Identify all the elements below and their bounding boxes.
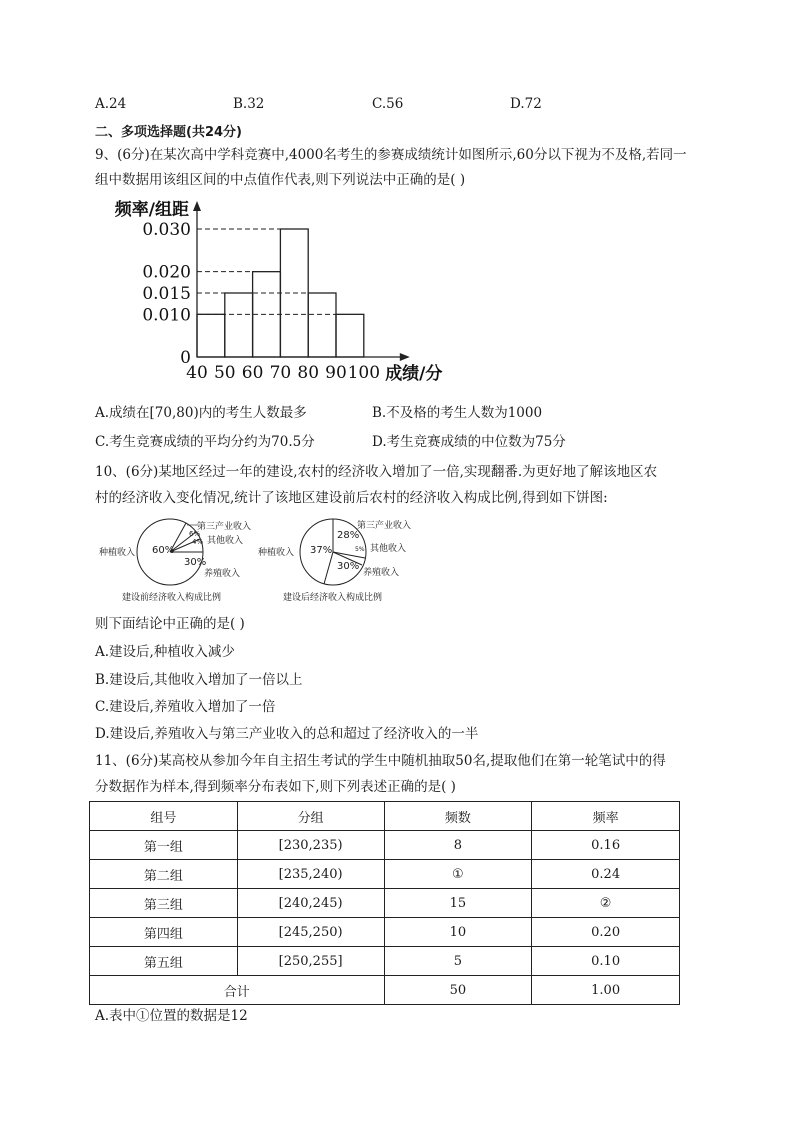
- pie-after-pct-breed: 30%: [337, 561, 360, 572]
- table-cell: 0.20: [532, 918, 680, 947]
- section-title: 二、多项选择题(共24分): [95, 125, 242, 140]
- pie-after-label-breed: 养殖收入: [363, 568, 400, 578]
- histogram-bar: [225, 293, 253, 357]
- table-cell: 第三组: [90, 889, 238, 918]
- table-header-row: [90, 802, 680, 831]
- q10-option-d: D.建设后,养殖收入与第三产业收入的总和超过了经济收入的一半: [95, 726, 479, 742]
- table-cell: 0.24: [532, 860, 680, 889]
- table-total-label: 合计: [90, 976, 385, 1005]
- x-tick-label: 60: [241, 363, 264, 383]
- table-row: [90, 947, 680, 976]
- x-tick-label: 50: [213, 363, 236, 383]
- table-row: [90, 831, 680, 860]
- table-header: 分组: [237, 802, 384, 831]
- q9-stem-line2: 组中数据用该组区间的中点值作代表,则下列说法中正确的是( ): [95, 172, 466, 188]
- table-cell: 0.16: [532, 831, 680, 860]
- q9-stem-line1: 9、(6分)在某次高中学科竞赛中,4000名考生的参赛成绩统计如图所示,60分以下视为不及格,若同一: [95, 147, 687, 163]
- q9-option-c: C.考生竞赛成绩的平均分约为70.5分: [95, 434, 315, 450]
- x-tick-label: 40: [186, 363, 208, 383]
- table-row: [90, 918, 680, 947]
- table-cell: [245,250): [237, 918, 384, 947]
- table-cell: [230,235): [237, 831, 384, 860]
- pie-after-pct-other: 5%: [355, 546, 365, 553]
- table-cell: 10: [384, 918, 532, 947]
- y-tick-label: 0.020: [142, 262, 191, 283]
- pie-after-pct-third: 28%: [337, 530, 360, 541]
- x-tick-label: 80: [297, 363, 320, 383]
- pie-before-label-breed: 养殖收入: [204, 569, 241, 579]
- table-cell: 第二组: [90, 860, 238, 889]
- q11-stem-line2: 分数据作为样本,得到频率分布表如下,则下列表述正确的是( ): [95, 779, 456, 795]
- table-header: 频率: [532, 802, 680, 831]
- q11-stem-line1: 11、(6分)某高校从参加今年自主招生考试的学生中随机抽取50名,提取他们在第一轮笔试中的得: [95, 753, 666, 769]
- q10-option-b: B.建设后,其他收入增加了一倍以上: [95, 672, 303, 688]
- x-axis-arrow: [400, 353, 410, 361]
- y-axis-title: 频率/组距: [114, 200, 189, 220]
- table-total-freq: 1.00: [532, 976, 680, 1005]
- pie-before-pct-breed: 30%: [184, 557, 207, 568]
- table-total-count: 50: [384, 976, 532, 1005]
- pie-before-pct-other: 4%: [192, 538, 204, 546]
- frequency-table: [89, 801, 680, 1005]
- pie-after-divider-4: [324, 552, 333, 584]
- table-header: 频数: [384, 802, 532, 831]
- table-cell: [250,255]: [237, 947, 384, 976]
- pie-after-caption: 建设后经济收入构成比例: [283, 593, 383, 603]
- y-tick-label: 0.010: [142, 305, 191, 326]
- pie-before-pct-plant: 60%: [152, 545, 175, 556]
- table-cell: 0.10: [532, 947, 680, 976]
- table-cell: 8: [384, 831, 532, 860]
- y-tick-label: 0: [180, 348, 191, 368]
- q10-option-c: C.建设后,养殖收入增加了一倍: [95, 699, 276, 715]
- table-cell: ①: [384, 860, 532, 889]
- x-tick-label: 100: [347, 363, 381, 383]
- table-cell: 5: [384, 947, 532, 976]
- y-tick-label: 0.015: [142, 284, 191, 304]
- prev-option-d: D.72: [510, 96, 542, 112]
- table-cell: 第一组: [90, 831, 238, 860]
- histogram-bar: [197, 314, 225, 357]
- table-row: [90, 860, 680, 889]
- histogram-bar: [336, 314, 364, 357]
- pie-after-label-plant: 种植收入: [258, 548, 295, 558]
- pie-before-label-plant: 种植收入: [99, 548, 136, 558]
- q10-stem-line2: 村的经济收入变化情况,统计了该地区建设前后农村的经济收入构成比例,得到如下饼图:: [95, 490, 608, 506]
- prev-option-a: A.24: [95, 96, 127, 112]
- table-cell: 第四组: [90, 918, 238, 947]
- table-cell: 15: [384, 889, 532, 918]
- table-cell: [240,245): [237, 889, 384, 918]
- pie-before-label-other: 其他收入: [207, 536, 244, 546]
- pie-before-caption: 建设前经济收入构成比例: [122, 593, 222, 603]
- x-tick-label: 90: [325, 363, 347, 383]
- y-axis-arrow: [193, 201, 201, 211]
- pie-before-label-third: 第三产业收入: [197, 522, 252, 532]
- x-axis-title: 成绩/分: [385, 364, 443, 384]
- q10-prompt: 则下面结论中正确的是( ): [95, 616, 245, 632]
- table-header: 组号: [90, 802, 238, 831]
- pie-after-label-third: 第三产业收入: [357, 521, 412, 531]
- prev-option-b: B.32: [233, 96, 265, 112]
- table-cell: ②: [532, 889, 680, 918]
- pie-after-label-other: 其他收入: [370, 544, 407, 554]
- x-tick-label: 70: [269, 363, 292, 383]
- pie-before-pct-third: 6%: [189, 530, 201, 538]
- q11-option-a: A.表中①位置的数据是12: [95, 1008, 248, 1024]
- pie-after-pct-plant: 37%: [310, 545, 333, 556]
- q9-option-d: D.考生竞赛成绩的中位数为75分: [372, 434, 566, 450]
- q9-option-a: A.成绩在[70,80)内的考生人数最多: [95, 405, 307, 421]
- histogram-bar: [308, 293, 336, 357]
- histogram-chart: [100, 195, 470, 385]
- table-total-row: [90, 976, 680, 1005]
- y-tick-label: 0.030: [142, 220, 191, 240]
- q10-option-a: A.建设后,种植收入减少: [95, 644, 235, 660]
- q10-stem-line1: 10、(6分)某地区经过一年的建设,农村的经济收入增加了一倍,实现翻番.为更好地了解该地区农: [95, 464, 658, 480]
- table-cell: [235,240): [237, 860, 384, 889]
- prev-option-c: C.56: [372, 96, 404, 112]
- table-row: [90, 889, 680, 918]
- table-cell: 第五组: [90, 947, 238, 976]
- q9-option-b: B.不及格的考生人数为1000: [372, 405, 543, 421]
